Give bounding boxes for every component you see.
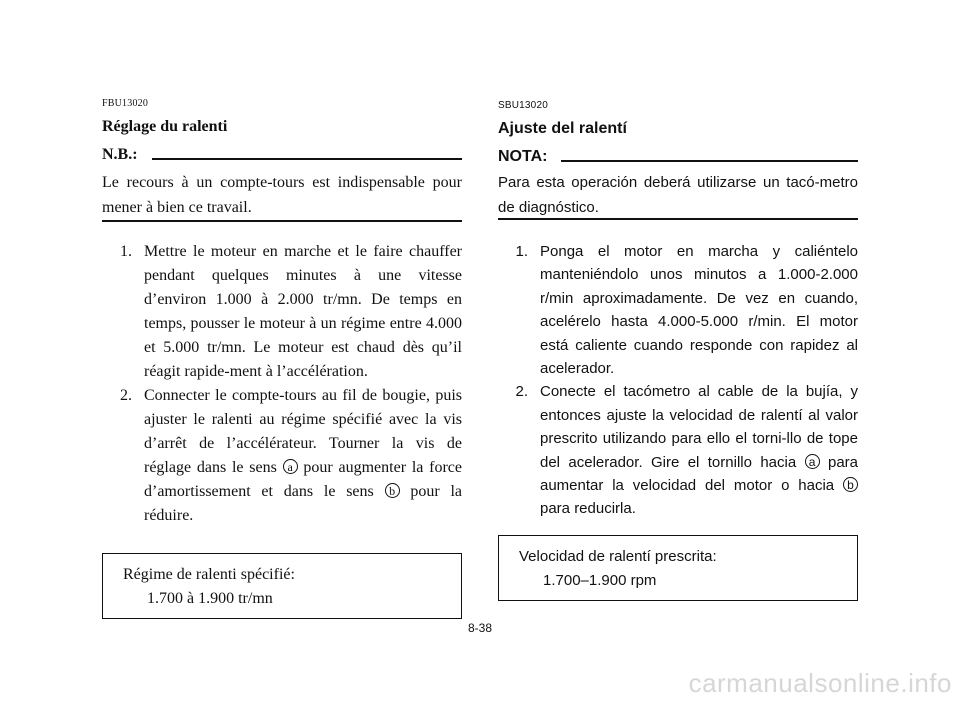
step-number: 2.: [120, 387, 132, 404]
marker-b-icon: b: [385, 483, 400, 498]
spec-box: [498, 535, 858, 601]
spec-title: Régime de ralenti spécifié:: [123, 566, 295, 583]
note-divider: [152, 158, 462, 160]
step-item: [102, 240, 462, 384]
note-header: [102, 146, 462, 164]
page-number: 8-38: [467, 621, 493, 635]
marker-a-icon: a: [283, 459, 298, 474]
note-divider: [561, 160, 858, 162]
section-heading: Ajuste del ralentí: [498, 120, 627, 137]
note-label: N.B.:: [102, 146, 138, 163]
step-text: pour augmenter la force d’amortissement et dans le sens: [144, 459, 462, 500]
spec-box: [102, 553, 462, 619]
step-number: 2.: [515, 383, 528, 401]
note-text: Para esta operación deberá utilizarse un tacó-metro de diagnóstico.: [498, 174, 858, 216]
marker-a-icon: a: [805, 454, 820, 469]
step-item: [102, 384, 462, 528]
note-label: NOTA:: [498, 148, 548, 165]
spec-value: 1.700–1.900 rpm: [543, 572, 657, 589]
step-text: Conecte el tacómetro al cable de la bujía, y entonces ajuste la velocidad de ralentí al valor prescrito utilizando para ello el torni-llo de tope del acelerador. Gire el tornillo hacia: [540, 383, 858, 471]
spec-value: 1.700 à 1.900 tr/mn: [147, 590, 273, 607]
marker-b-icon: b: [843, 477, 858, 492]
step-number: 1.: [120, 243, 132, 260]
step-text: para reducirla.: [540, 500, 636, 518]
step-item: [498, 380, 858, 520]
section-code: SBU13020: [498, 100, 548, 111]
procedure-steps: [102, 240, 462, 528]
step-item: [498, 240, 858, 380]
step-text: Ponga el motor en marcha y caliéntelo manteniéndolo unos minutos a 1.000-2.000 r/min aproximadamente. De vez en cuando, acelérelo hasta 4.000-5.000 r/min. El motor está caliente cuando responde con rapidez al acelerador.: [540, 243, 858, 378]
spec-title: Velocidad de ralentí prescrita:: [519, 548, 717, 565]
note-text: Le recours à un compte-tours est indispensable pour mener à bien ce travail.: [102, 174, 462, 216]
step-text: Connecter le compte-tours au fil de bougie, puis ajuster le ralenti au régime spécifié avec la vis d’arrêt de l’accélérateur. Tourner la vis de réglage dans le sens: [144, 387, 462, 476]
note-header: [498, 148, 858, 166]
section-code: FBU13020: [102, 98, 149, 109]
step-text: para aumentar la velocidad del motor o hacia: [540, 453, 859, 495]
watermark: carmanualsonline.info: [688, 668, 952, 698]
step-text: pour la réduire.: [144, 483, 463, 524]
section-heading: Réglage du ralenti: [102, 118, 228, 135]
step-text: Mettre le moteur en marche et le faire chauffer pendant quelques minutes à une vitesse d’environ 1.000 à 2.000 tr/mn. De temps en temps, pousser le moteur à un régime entre 4.000 et 5.000 tr/mn. Le moteur est chaud dès qu’il réagit rapide-ment à l’accélération.: [144, 243, 462, 380]
step-number: 1.: [515, 243, 528, 260]
note-end-rule: [498, 218, 858, 220]
note-end-rule: [102, 220, 462, 222]
procedure-steps: [498, 240, 858, 521]
